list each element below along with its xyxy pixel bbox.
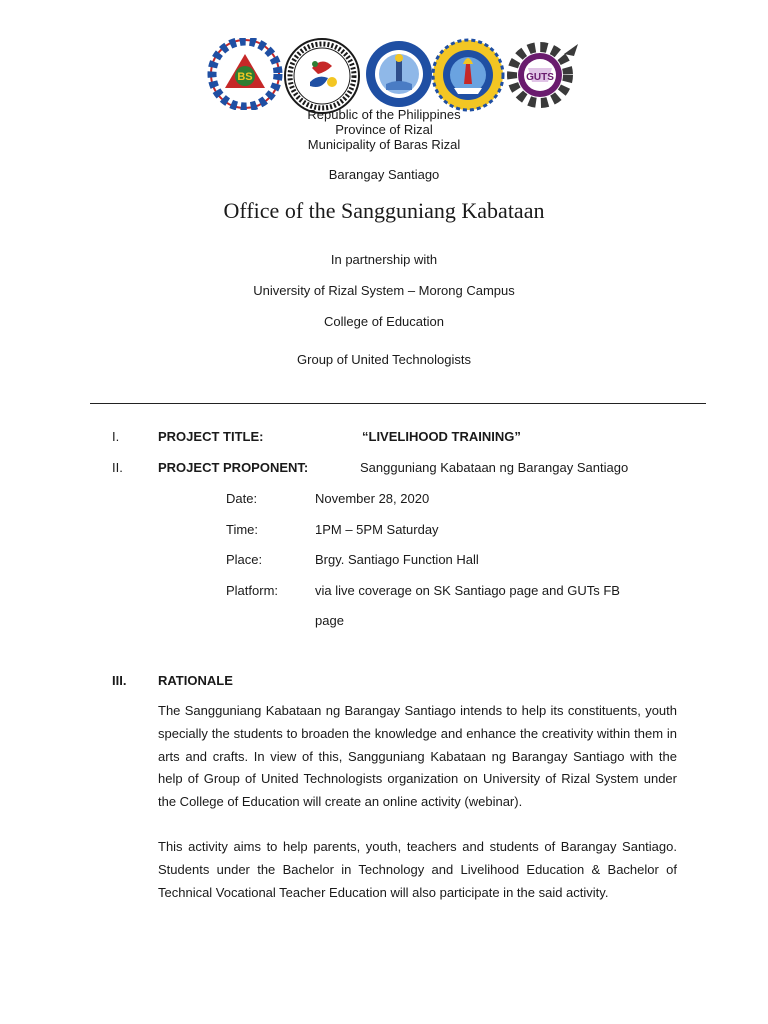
svg-text:GUTS: GUTS [526,72,554,83]
university-text: University of Rizal System – Morong Campus [253,283,515,298]
date-value: November 28, 2020 [315,491,430,506]
project-proponent-value: Sangguniang Kabataan ng Barangay Santiago [360,460,629,475]
header-line-municipality: Municipality of Baras Rizal [307,137,461,152]
svg-text:BS: BS [237,71,253,83]
group-text: Group of United Technologists [297,352,471,367]
date-label: Date: [226,491,258,506]
header-barangay: Barangay Santiago [328,167,440,182]
rationale-paragraph-2: This activity aims to help parents, youth, teachers and students of Barangay Santiago. Students under the Bachelor in Technology and Livelihood Education & Bachelor of Technical Vocational Teacher Education will also participate in the said activity. [158,839,677,900]
project-title-value: “LIVELIHOOD TRAINING” [362,429,521,444]
section-number-2: II. [112,460,123,475]
platform-value-line1: via live coverage on SK Santiago page and GUTs FB [315,583,620,598]
sk-seal-logo [282,38,362,114]
time-value: 1PM – 5PM Saturday [315,522,439,537]
guts-gear-logo [502,38,586,112]
university-seal-logo [364,38,434,110]
partnership-text: In partnership with [330,252,438,267]
college-of-education-logo [430,38,506,112]
barangay-seal-logo [207,38,283,110]
place-label: Place: [226,552,263,567]
rationale-paragraph-1: The Sangguniang Kabataan ng Barangay Santiago intends to help its constituents, youth specially the students to broaden the knowledge and enhance the creativity within them in arts and crafts. In view of this, Sangguniang Kabataan ng Barangay Santiago with the help of Group of United Technologists organization on University of Rizal System under the College of Education will create an online activity (webinar). [158,703,677,810]
header-divider [90,403,706,404]
time-label: Time: [226,522,259,537]
logo-row [0,38,768,110]
rationale-heading: RATIONALE [158,673,233,688]
platform-label: Platform: [226,583,279,598]
project-proponent-label: PROJECT PROPONENT: [158,460,309,475]
section-number-3: III. [112,673,127,688]
place-value: Brgy. Santiago Function Hall [315,552,479,567]
header-line-province: Province of Rizal [335,122,433,137]
college-text: College of Education [324,314,444,329]
header-line-republic: Republic of the Philippines [307,107,461,122]
platform-value-line2: page [315,613,344,628]
office-title: Office of the Sangguniang Kabataan [223,198,545,223]
section-number-1: I. [112,429,120,444]
project-title-label: PROJECT TITLE: [158,429,264,444]
